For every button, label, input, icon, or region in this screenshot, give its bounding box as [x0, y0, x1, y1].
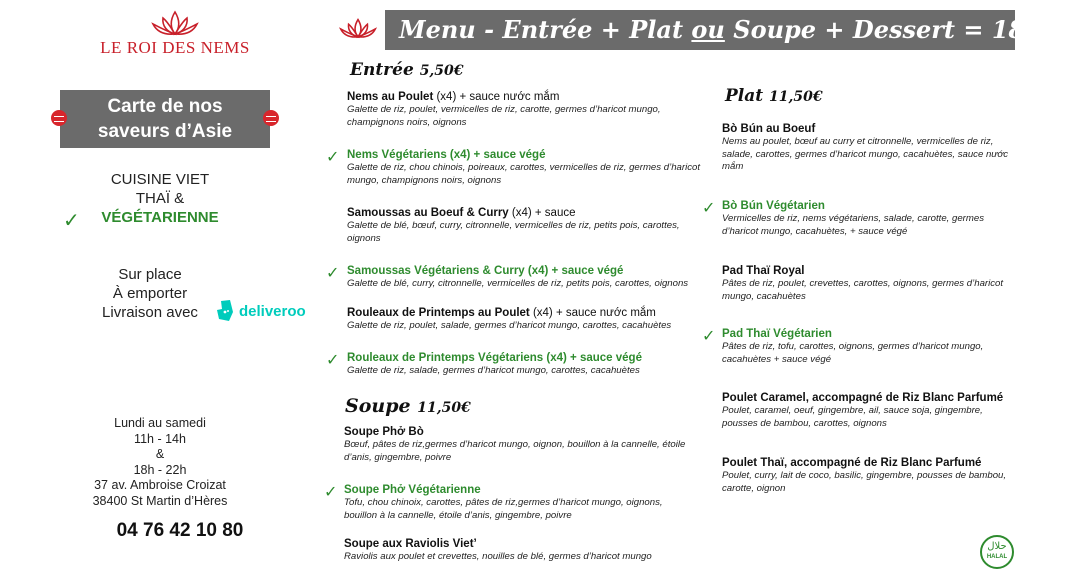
dish-description: Nems au poulet, bœuf au curry et citronnelle, vermicelles de riz, salade, carottes, germes d’haricot mungo, cacahuètes, sauce nước mắm	[722, 136, 1008, 172]
dish-description: Poulet, caramel, oeuf, gingembre, ail, sauce soja, gingembre, pousses de bambou, carottes, oignons	[722, 405, 983, 429]
cuisine-block	[60, 170, 260, 227]
hours-slot1: 11h - 14h	[134, 431, 186, 446]
cuisine-line2: THAÏ &	[135, 190, 185, 207]
dish-name: Samoussas Végétariens & Curry (x4) + sauce végé	[347, 265, 624, 277]
deliveroo-label: deliveroo	[239, 302, 306, 320]
dish-name: Poulet Caramel, accompagné de Riz Blanc Parfumé	[722, 392, 1004, 404]
list-item	[722, 391, 1012, 430]
dish-description: Galette de riz, poulet, vermicelles de riz, carotte, germes d’haricot mungo, champignons noirs, oignons	[347, 104, 661, 128]
plat-title: Plat 11,50€	[725, 86, 823, 106]
dish-name: Bò Bún au Boeuf	[722, 123, 816, 135]
deliveroo-logo	[216, 300, 306, 322]
dish-name: Poulet Thaï, accompagné de Riz Blanc Parfumé	[722, 457, 982, 469]
list-item	[344, 425, 694, 464]
card-title-line1: Carte de nos	[107, 96, 223, 117]
service-takeaway: À emporter	[112, 285, 188, 302]
entree-title: Entrée 5,50€	[350, 60, 464, 80]
dish-name: Samoussas au Boeuf & Curry	[347, 207, 509, 219]
list-item	[722, 327, 1002, 366]
hours-days: Lundi au samedi	[114, 416, 206, 430]
deliveroo-kangaroo-icon	[216, 300, 236, 322]
dish-description: Galette de riz, chou chinois, poireaux, carottes, vermicelles de riz, germes d’haricot mungo, champignons noirs, oignons	[347, 162, 700, 186]
vegetarian-leaf-icon: ✓	[326, 350, 340, 369]
list-item	[347, 264, 707, 291]
hours-and: &	[155, 447, 165, 461]
logo	[95, 10, 255, 70]
dish-name: Soupe aux Raviolis Viet’	[344, 538, 477, 550]
menu-banner	[385, 10, 1084, 50]
halal-label: HALAL	[986, 554, 1008, 560]
banner-or: ou	[691, 15, 725, 44]
lantern-icon	[263, 110, 279, 126]
halal-arabic: حلال	[987, 541, 1007, 552]
banner-part2: Soupe + Dessert = 18,90€	[724, 15, 1084, 44]
service-delivery: Livraison avec	[102, 304, 198, 321]
dish-name: Rouleaux de Printemps Végétariens (x4) + sauce végé	[347, 352, 642, 364]
vegetarian-leaf-icon: ✓	[326, 263, 340, 282]
vegetarian-leaf-icon: ✓	[702, 326, 716, 345]
dish-description: Galette de blé, bœuf, curry, citronnelle, vermicelles de riz, petits pois, carottes, oignons	[347, 220, 680, 244]
card-title-line2: saveurs d’Asie	[97, 121, 233, 142]
dish-name: Rouleaux de Printemps au Poulet	[347, 307, 530, 319]
dish-description: Raviolis aux poulet et crevettes, nouilles de blé, germes d’haricot mungo	[344, 551, 652, 562]
phone-number[interactable]: 04 76 42 10 80	[116, 520, 244, 541]
list-item	[347, 206, 692, 245]
dish-description: Pâtes de riz, poulet, crevettes, carottes, oignons, germes d’haricot mungo, cacahuètes	[722, 278, 1004, 302]
list-item	[722, 199, 1012, 238]
dish-name: Bò Bún Végétarien	[722, 200, 825, 212]
dish-name: Soupe Phở Bò	[344, 426, 424, 438]
address-line2: 38400 St Martin d’Hères	[92, 493, 228, 508]
address-line1: 37 av. Ambroise Croizat	[94, 478, 226, 492]
dish-description: Galette de riz, salade, germes d’haricot mungo, carottes, cacahuètes	[347, 365, 640, 376]
dish-description: Galette de riz, poulet, salade, germes d’haricot mungo, carottes, cacahuètes	[347, 320, 672, 331]
dish-extra: (x4) + sauce	[508, 207, 576, 219]
card-title-box	[60, 90, 270, 148]
hours-slot2: 18h - 22h	[133, 462, 187, 477]
dish-description: Pâtes de riz, tofu, carottes, oignons, germes d’haricot mungo, cacahuètes + sauce végé	[722, 341, 984, 365]
dish-description: Vermicelles de riz, nems végétariens, salade, carotte, germes d’haricot mungo, cacahuètes, + sauce végé	[722, 213, 984, 237]
dish-name: Pad Thaï Végétarien	[722, 328, 832, 340]
lotus-icon	[150, 10, 200, 38]
dish-name: Soupe Phở Végétarienne	[344, 484, 481, 496]
list-item	[347, 351, 707, 378]
dish-description: Bœuf, pâtes de riz,germes d’haricot mungo, oignon, bouillon à la cannelle, étoile d’anis, gingembre, poivre	[344, 439, 686, 463]
list-item	[722, 264, 1012, 303]
dish-description: Poulet, curry, lait de coco, basilic, gingembre, pousses de bambou, carotte, oignon	[722, 470, 1007, 494]
lotus-icon	[338, 18, 378, 40]
dish-name: Pad Thaï Royal	[722, 265, 805, 277]
list-item	[347, 148, 707, 187]
banner-part1: Menu - Entrée + Plat	[399, 15, 692, 44]
vegetarian-leaf-icon: ✓	[324, 482, 338, 501]
dish-description: Tofu, chou chinoix, carottes, pâtes de riz,germes d’haricot mungo, oignons, bouillon à la cannelle, étoile d’anis, gingembre, poivre	[344, 497, 663, 521]
soupe-title: Soupe 11,50€	[345, 395, 471, 417]
vegetarian-leaf-icon: ✓	[702, 198, 716, 217]
dish-extra: (x4) + sauce nước mắm	[529, 307, 656, 319]
list-item	[347, 306, 707, 333]
halal-badge	[980, 535, 1014, 569]
cuisine-line1: CUISINE VIET	[110, 171, 210, 188]
dish-name: Nems au Poulet	[347, 91, 434, 103]
lantern-icon	[51, 110, 67, 126]
dish-description: Galette de blé, curry, citronnelle, vermicelles de riz, petits pois, carottes, oignons	[347, 278, 689, 289]
service-onsite: Sur place	[118, 266, 182, 283]
services-block	[80, 265, 220, 322]
list-item	[347, 90, 702, 129]
list-item	[344, 537, 694, 564]
vegetarian-leaf-icon: ✓	[326, 147, 340, 166]
list-item	[722, 122, 1012, 174]
hours-block	[75, 416, 245, 509]
dish-extra: (x4) + sauce nước mắm	[433, 91, 560, 103]
dish-name: Nems Végétariens (x4) + sauce végé	[347, 149, 546, 161]
brand-name: LE ROI DES NEMS	[100, 38, 250, 57]
cuisine-line3: VÉGÉTARIENNE	[101, 209, 219, 226]
list-item	[722, 456, 1012, 495]
vegetarian-leaf-icon: ✓	[63, 208, 80, 232]
list-item	[344, 483, 684, 522]
